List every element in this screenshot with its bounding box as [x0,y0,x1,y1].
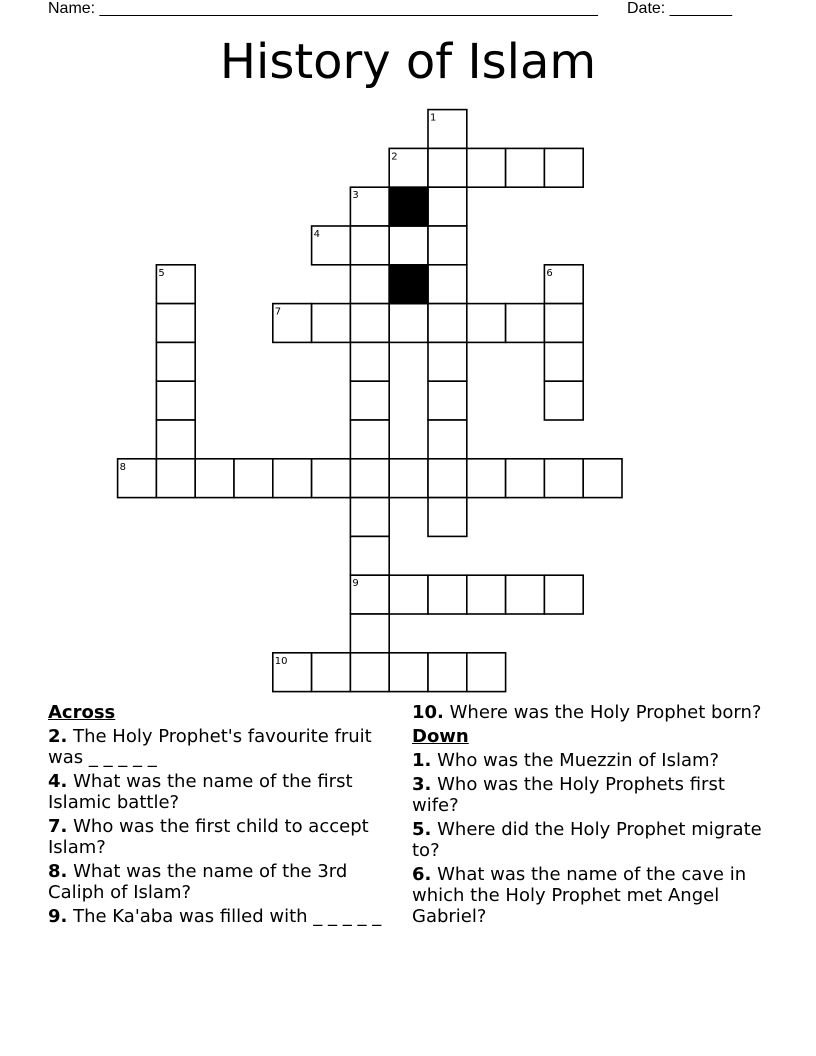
clue-across-7 [48,816,393,858]
clue-number-label: 9 [352,578,359,590]
grid-cell[interactable] [506,459,545,498]
clue-down-6 [412,864,777,927]
grid-cell[interactable] [273,459,312,498]
grid-cell[interactable] [156,420,195,459]
clue-text: Where was the Holy Prophet born? [449,702,762,723]
date-field-label: Date: _______ [627,0,732,17]
clue-number-label: 8 [119,461,126,473]
clue-number: 4. [48,771,68,792]
grid-cell[interactable] [428,653,467,692]
grid-cell[interactable] [428,459,467,498]
clue-text: What was the name of the cave in which the Holy Prophet met Angel Gabriel? [412,864,747,927]
grid-cell[interactable] [350,498,389,537]
clue-number: 5. [412,819,432,840]
clue-text: What was the name of the first Islamic battle? [48,771,353,813]
clue-number-label: 6 [546,267,553,279]
clue-number-label: 5 [158,267,165,279]
grid-cell[interactable] [156,304,195,343]
grid-cell[interactable] [389,575,428,614]
clue-down-1 [412,750,777,771]
clue-text: The Holy Prophet's favourite fruit was _ _ _ _ _ [48,726,372,768]
grid-cell[interactable] [195,459,234,498]
clues-left-column [48,702,393,930]
clue-text: Where did the Holy Prophet migrate to? [412,819,762,861]
grid-cell[interactable] [350,614,389,653]
clue-text: Who was the Muezzin of Islam? [437,750,720,771]
grid-cell[interactable] [350,536,389,575]
grid-cell[interactable] [428,575,467,614]
clue-text: Who was the first child to accept Islam? [48,816,369,858]
clue-text: What was the name of the 3rd Caliph of Islam? [48,861,348,903]
grid-cell[interactable] [156,459,195,498]
grid-cell[interactable] [467,575,506,614]
grid-cell[interactable] [428,148,467,187]
clue-number-label: 7 [274,306,282,318]
grid-cell[interactable] [312,459,351,498]
across-heading: Across [48,702,116,723]
clue-number-label: 10 [274,655,288,667]
clue-number: 6. [412,864,432,885]
grid-cell[interactable] [350,304,389,343]
grid-cell[interactable] [350,459,389,498]
grid-cell[interactable] [506,575,545,614]
grid-cell[interactable] [350,653,389,692]
grid-cell[interactable] [389,653,428,692]
grid-cell[interactable] [544,459,583,498]
grid-cell[interactable] [156,381,195,420]
clue-number: 3. [412,774,432,795]
clue-number-label: 2 [391,151,398,163]
grid-cell[interactable] [467,459,506,498]
grid-cell[interactable] [389,226,428,265]
grid-cell[interactable] [467,148,506,187]
down-heading: Down [412,726,469,747]
clue-across-10 [412,702,777,723]
grid-cell[interactable] [544,304,583,343]
grid-cell[interactable] [312,304,351,343]
grid-cell-blocked [389,265,428,304]
clue-text: Who was the Holy Prophets first wife? [412,774,725,816]
clue-text: The Ka'aba was filled with _ _ _ _ _ [73,906,382,927]
grid-cell[interactable] [350,342,389,381]
grid-cell-blocked [389,187,428,226]
grid-cell[interactable] [544,381,583,420]
clue-number: 9. [48,906,68,927]
name-field-label: Name: ________________________________________________________ [48,0,598,17]
clue-across-8 [48,861,393,903]
clue-number-label: 4 [313,229,320,240]
grid-cell[interactable] [428,381,467,420]
clue-across-4 [48,771,393,813]
clue-down-3 [412,774,777,816]
grid-cell[interactable] [544,148,583,187]
clue-number: 8. [48,861,68,882]
clues-right-column [412,702,777,930]
clue-number: 10. [412,702,444,723]
clue-number: 1. [412,750,432,771]
page-title: History of Islam [219,34,597,90]
grid-cell[interactable] [350,420,389,459]
grid-cell[interactable] [389,304,428,343]
grid-cell[interactable] [544,342,583,381]
grid-cell[interactable] [350,265,389,304]
grid-cell[interactable] [350,381,389,420]
grid-cell[interactable] [350,226,389,265]
clue-across-2 [48,726,393,768]
grid-cell[interactable] [506,304,545,343]
grid-cell[interactable] [156,342,195,381]
clue-number-label: 1 [430,112,437,124]
clue-number-label: 3 [352,190,359,202]
clue-across-9 [48,906,393,927]
grid-cell[interactable] [428,304,467,343]
grid-cell[interactable] [583,459,622,498]
grid-cell[interactable] [428,420,467,459]
grid-cell[interactable] [428,265,467,304]
grid-cell[interactable] [467,653,506,692]
grid-cell[interactable] [506,148,545,187]
grid-cell[interactable] [428,498,467,537]
grid-cell[interactable] [389,459,428,498]
grid-cell[interactable] [428,187,467,226]
clue-number: 7. [48,816,68,837]
clue-down-5 [412,819,777,861]
grid-cell[interactable] [234,459,273,498]
grid-cell[interactable] [312,653,351,692]
grid-cell[interactable] [544,575,583,614]
clue-number: 2. [48,726,68,747]
grid-cell[interactable] [428,226,467,265]
grid-cell[interactable] [467,304,506,343]
grid-cell[interactable] [428,342,467,381]
